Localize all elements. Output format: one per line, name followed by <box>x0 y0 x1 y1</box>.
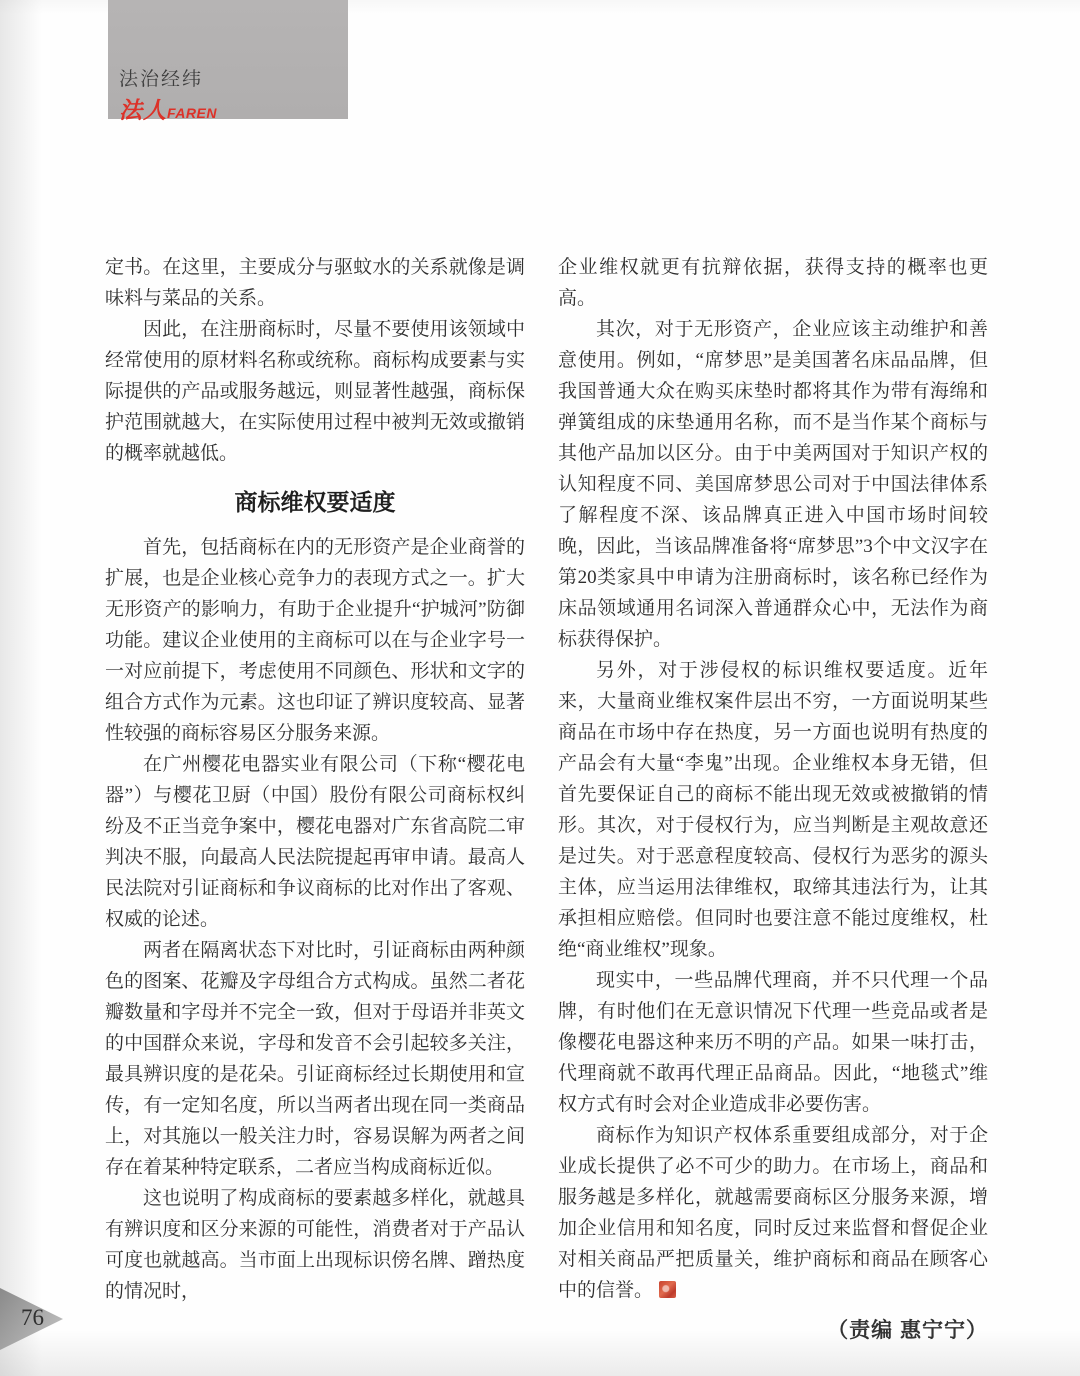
magazine-logo <box>119 92 217 125</box>
paragraph: 两者在隔离状态下对比时，引证商标由两种颜色的图案、花瓣及字母组合方式构成。虽然二者花瓣数量和字母并不完全一致，但对于母语并非英文的中国群众来说，字母和发音不会引起较多关注，最具辨识度的是花朵。引证商标经过长期使用和宣传，有一定知名度，所以当两者出现在同一类商品上，对其施以一般关注力时，容易误解为两者之间存在着某种特定联系，二者应当构成商标近似。 <box>105 940 525 1178</box>
article-subheading: 商标维权要适度 <box>234 489 396 515</box>
paragraph: 其次，对于无形资产，企业应该主动维护和善意使用。例如，“席梦思”是美国著名床品品牌，但我国普通大众在购买床垫时都将其作为带有海绵和弹簧组成的床垫通用名称，而不是当作某个商标与其他产品加以区分。由于中美两国对于知识产权的认知程度不同、美国席梦思公司对于中国法律体系了解程度不深、该品牌真正进入中国市场时间较晚，因此，当该品牌准备将“席梦思”3个中文汉字在第20类家具中申请为注册商标时，该名称已经作为床品领域通用名词深入普通群众心中，无法作为商标获得保护。 <box>558 319 988 650</box>
paragraph-text: 商标作为知识产权体系重要组成部分，对于企业成长提供了必不可少的助力。在市场上，商品和服务越是多样化，就越需要商标区分服务来源，增加企业信用和知名度，同时反过来监督和督促企业对相关商品严把质量关，维护商标和商品在顾客心中的信誉。 <box>558 1125 988 1301</box>
paragraph: 因此，在注册商标时，尽量不要使用该领域中经常使用的原材料名称或统称。商标构成要素与实际提供的产品或服务越远，则显著性越强，商标保护范围就越大，在实际使用过程中被判无效或撤销的概率就越低。 <box>105 319 525 464</box>
paragraph <box>558 1120 988 1306</box>
paragraph: 现实中，一些品牌代理商，并不只代理一个品牌，有时他们在无意识情况下代理一些竞品或者是像樱花电器这种来历不明的产品。如果一味打击，代理商就不敢再代理正品商品。因此，“地毯式”维权方式有时会对企业造成非必要伤害。 <box>558 970 988 1115</box>
editor-credit: （责编 惠宁宁） <box>827 1319 988 1342</box>
paragraph: 另外，对于涉侵权的标识维权要适度。近年来，大量商业维权案件层出不穷，一方面说明某些商品在市场中存在热度，另一方面也说明有热度的产品会有大量“李鬼”出现。企业维权本身无错，但首先要保证自己的商标不能出现无效或被撤销的情形。其次，对于侵权行为，应当判断是主观故意还是过失。对于恶意程度较高、侵权行为恶劣的源头主体，应当运用法律维权，取缔其违法行为，让其承担相应赔偿。但同时也要注意不能过度维权，杜绝“商业维权”现象。 <box>558 660 988 960</box>
paragraph: 首先，包括商标在内的无形资产是企业商誉的扩展，也是企业核心竞争力的表现方式之一。扩大无形资产的影响力，有助于企业提升“护城河”防御功能。建议企业使用的主商标可以在与企业字号一一对应前提下，考虑使用不同颜色、形状和文字的组合方式作为元素。这也印证了辨识度较高、显著性较强的商标容易区分服务来源。 <box>105 537 525 744</box>
magazine-logo-latin: FAREN <box>167 105 217 121</box>
paragraph: 企业维权就更有抗辩依据，获得支持的概率也更高。 <box>558 257 988 309</box>
magazine-logo-cn: 法人 <box>119 97 167 123</box>
section-header <box>108 0 348 123</box>
red-seal-icon <box>659 1281 676 1298</box>
section-label: 法治经纬 <box>119 69 204 90</box>
paragraph: 这也说明了构成商标的要素越多样化，就越具有辨识度和区分来源的可能性，消费者对于产品认可度也就越高。当市面上出现标识傍名牌、蹭热度的情况时， <box>105 1188 525 1302</box>
left-column <box>105 252 525 1307</box>
page-number: 76 <box>21 1305 44 1330</box>
paragraph: 在广州樱花电器实业有限公司（下称“樱花电器”）与樱花卫厨（中国）股份有限公司商标权纠纷及不正当竞争案中，樱花电器对广东省高院二审判决不服，向最高人民法院提起再审申请。最高人民法院对引证商标和争议商标的比对作出了客观、权威的论述。 <box>105 754 525 930</box>
right-column <box>558 252 988 1344</box>
paragraph: 定书。在这里，主要成分与驱蚊水的关系就像是调味料与菜品的关系。 <box>105 257 525 309</box>
